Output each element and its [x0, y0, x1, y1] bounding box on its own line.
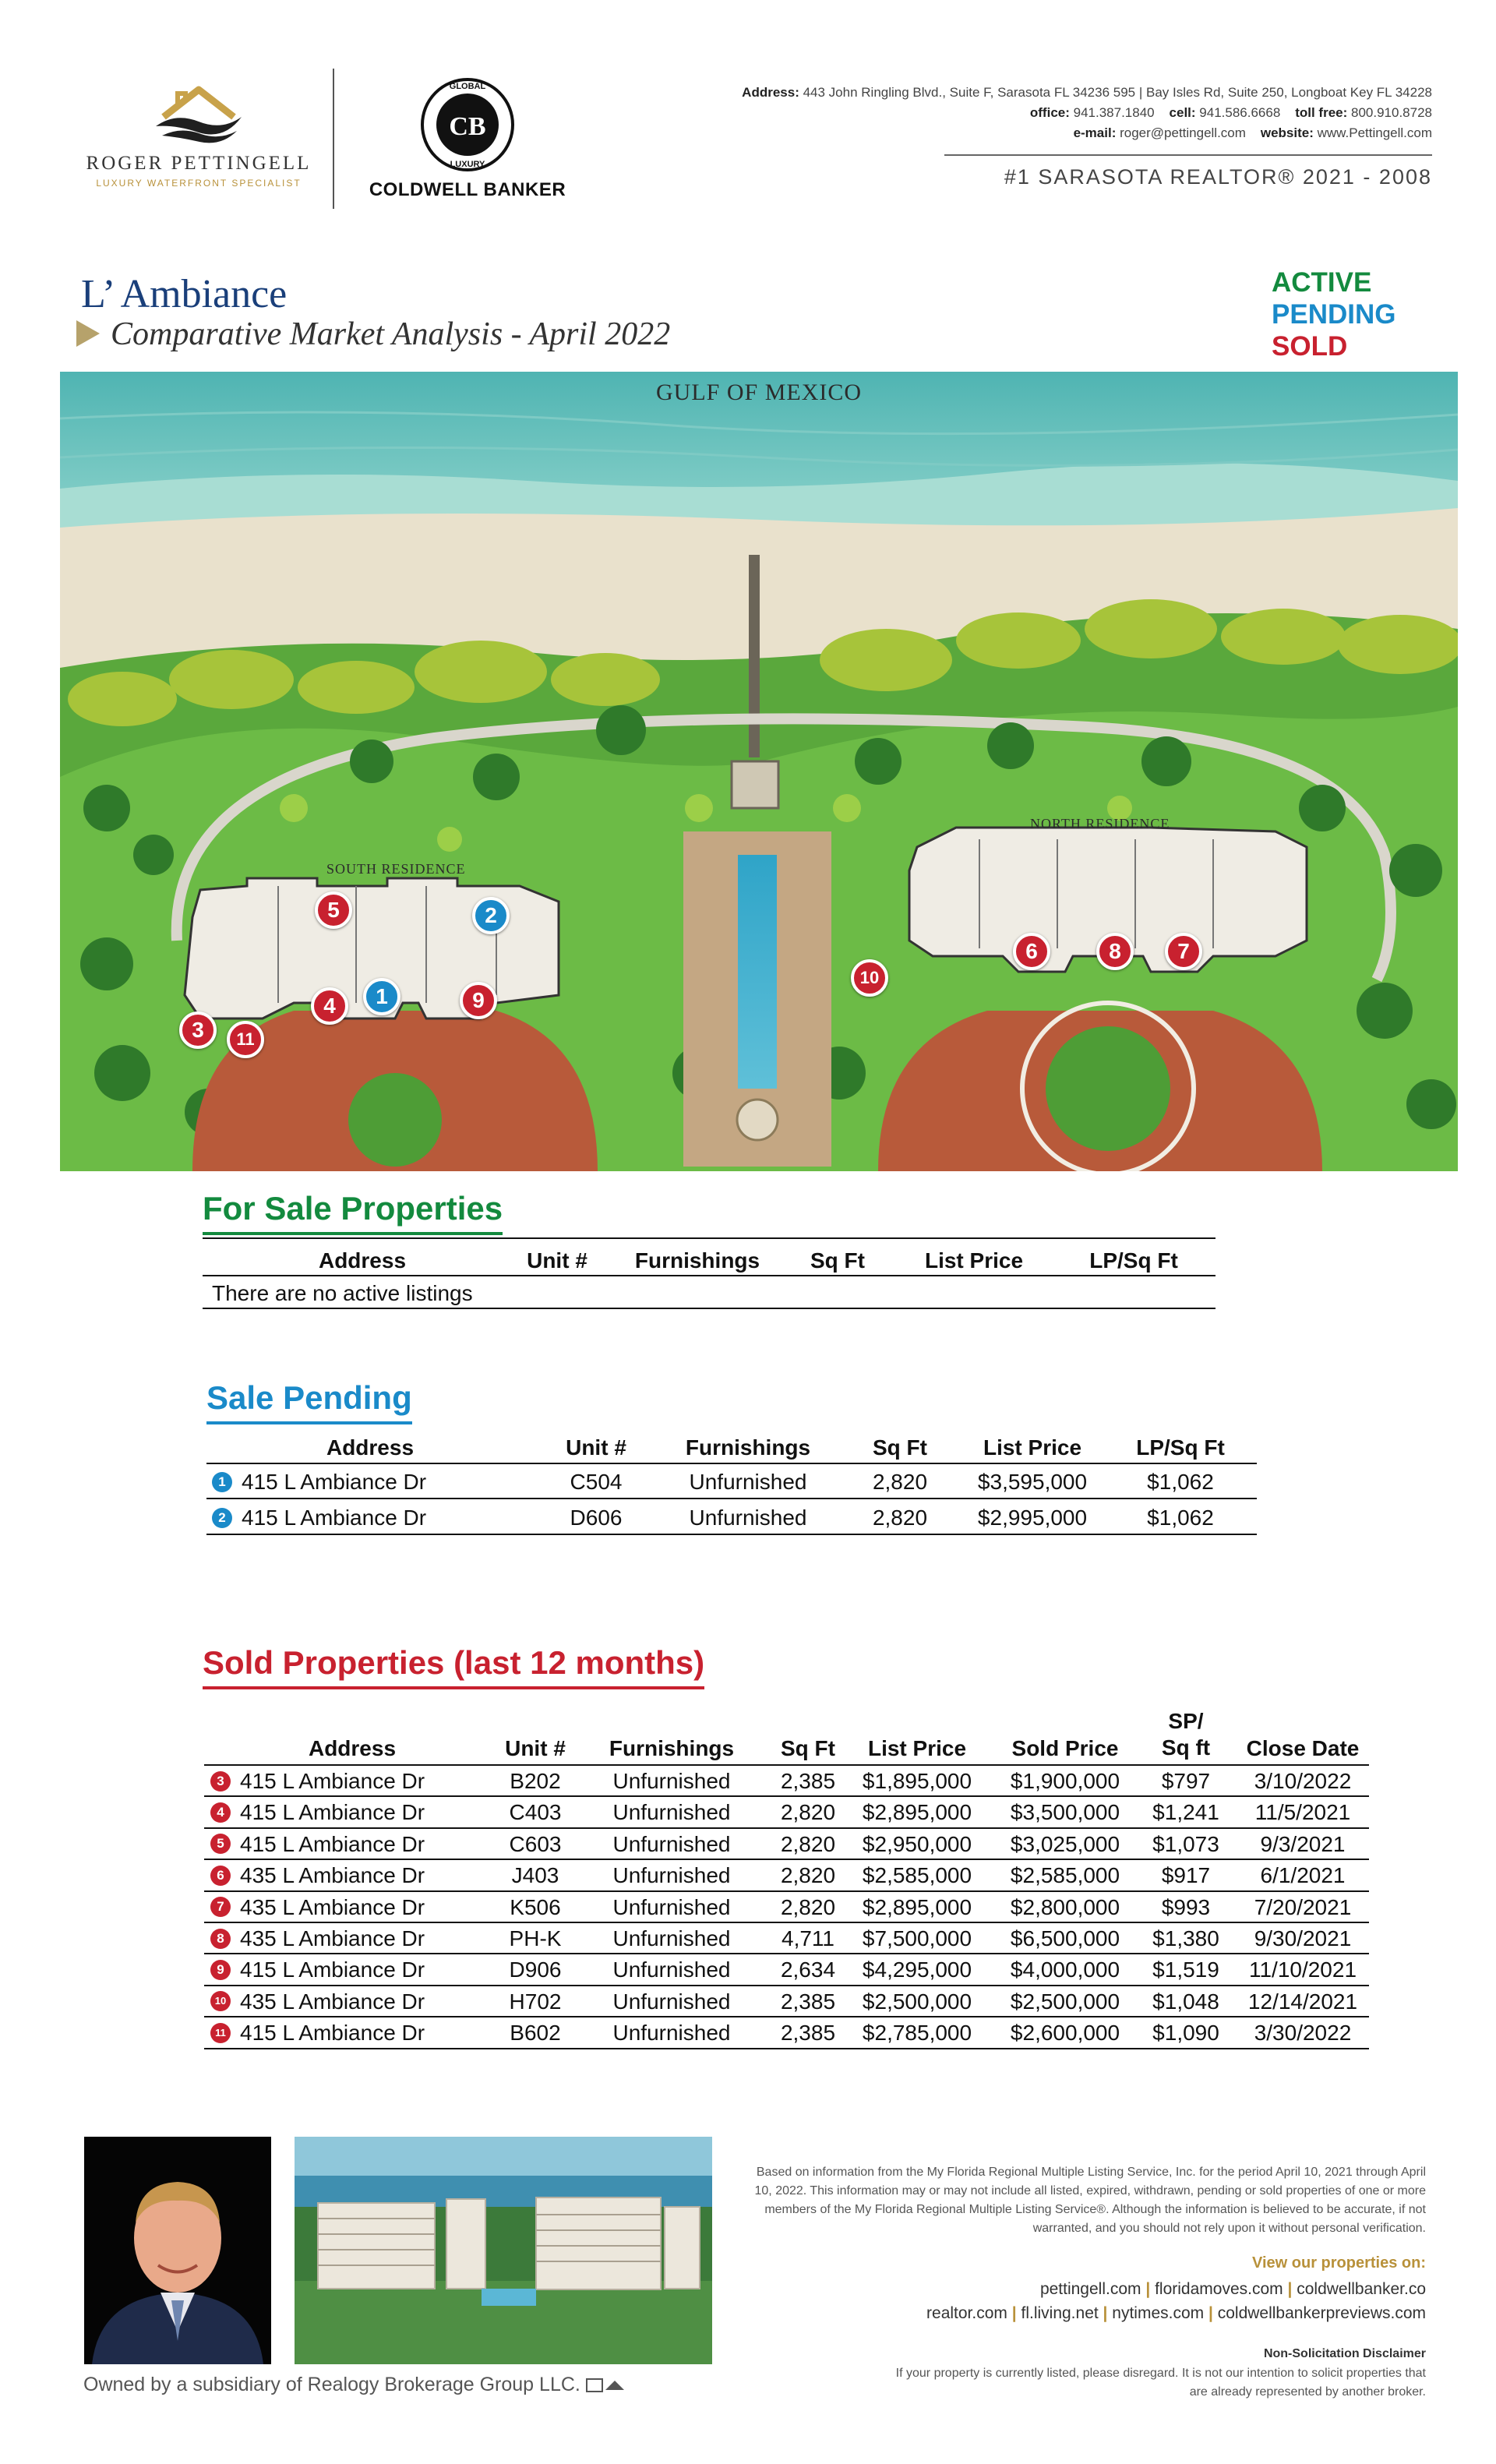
col-furnishings: Furnishings: [634, 1248, 760, 1273]
site-plan-illustration: [60, 372, 1458, 1171]
pending-bottom-rule: [206, 1534, 1257, 1535]
col-sp-sqft-line1: SP/: [1168, 1709, 1204, 1733]
phone-line: [653, 103, 1432, 123]
link-pettingell[interactable]: pettingell.com: [1039, 2280, 1141, 2298]
link-separator: |: [1287, 2280, 1293, 2298]
website-label: website:: [1260, 125, 1314, 140]
row-sqft: 2,385: [780, 1989, 836, 2014]
row-number-badge: 6: [210, 1866, 231, 1886]
col-lp-sqft: LP/Sq Ft: [1136, 1435, 1225, 1460]
brokerage-name: COLDWELL BANKER: [369, 179, 566, 200]
map-marker-4[interactable]: 4: [311, 987, 348, 1025]
nonsolicitation-heading: Non-Solicitation Disclaimer: [1263, 2347, 1426, 2360]
row-list-price: $2,585,000: [862, 1863, 972, 1888]
row-furnishings: Unfurnished: [612, 1957, 731, 1982]
row-sold-price: $2,800,000: [1010, 1894, 1120, 1919]
row-sp-sqft: $1,241: [1152, 1800, 1219, 1825]
status-legend: [1272, 267, 1395, 362]
row-address: 415 L Ambiance Dr: [240, 1957, 425, 1982]
badge-bottom-text: LUXURY: [450, 160, 485, 169]
row-address: 435 L Ambiance Dr: [240, 1989, 425, 2014]
table-row: [204, 1988, 1373, 2014]
row-address: 435 L Ambiance Dr: [240, 1926, 425, 1950]
row-number-badge: 4: [210, 1802, 231, 1823]
equal-housing-icon: [586, 2378, 603, 2392]
row-lp-sqft: $1,062: [1147, 1470, 1214, 1494]
link-separator: |: [1145, 2280, 1151, 2298]
site-map: [60, 372, 1458, 1171]
ranking-text: #1 SARASOTA REALTOR® 2021 - 2008: [1004, 165, 1432, 189]
row-sqft: 2,820: [780, 1863, 836, 1888]
sold-heading: [203, 1644, 704, 1689]
map-marker-3[interactable]: 3: [179, 1011, 217, 1049]
col-unit: Unit #: [527, 1248, 587, 1273]
agent-logo: [70, 70, 327, 210]
row-close-date: 12/14/2021: [1247, 1989, 1358, 2014]
row-furnishings: Unfurnished: [612, 1831, 731, 1856]
row-close-date: 7/20/2021: [1254, 1894, 1352, 1919]
row-sold-price: $1,900,000: [1010, 1769, 1120, 1793]
row-address: 415 L Ambiance Dr: [242, 1506, 427, 1530]
row-sp-sqft: $1,519: [1152, 1957, 1219, 1982]
row-sqft: 4,711: [782, 1926, 834, 1950]
agent-logo-tagline: LUXURY WATERFRONT SPECIALIST: [96, 178, 302, 189]
row-number-badge: 9: [210, 1960, 231, 1980]
row-address-cell: [204, 1769, 500, 1794]
row-address-cell: [204, 1989, 500, 2014]
link-flliving[interactable]: fl.living.net: [1021, 2304, 1099, 2322]
cell-phone[interactable]: 941.586.6668: [1199, 105, 1281, 120]
row-sqft: 2,385: [780, 1769, 836, 1793]
building-aerial-icon: [295, 2137, 712, 2364]
row-list-price: $2,995,000: [977, 1506, 1088, 1530]
row-furnishings: Unfurnished: [612, 1926, 731, 1950]
office-label: office:: [1029, 105, 1070, 120]
col-list-price: List Price: [867, 1736, 967, 1760]
col-list-price: List Price: [924, 1248, 1024, 1273]
table-row: [204, 1894, 1373, 1920]
legend-sold: SOLD: [1272, 331, 1348, 362]
page-title: L’ Ambiance: [81, 272, 288, 316]
row-furnishings: Unfurnished: [689, 1470, 807, 1494]
row-address: 415 L Ambiance Dr: [240, 1800, 425, 1825]
table-row: [204, 1925, 1373, 1951]
sold-row-rule: [204, 1985, 1369, 1986]
page-subtitle: [76, 316, 670, 353]
row-address-cell: [204, 1863, 500, 1888]
sold-underline: [203, 1686, 704, 1689]
contact-divider: [944, 154, 1432, 156]
row-address: 415 L Ambiance Dr: [240, 1769, 425, 1793]
link-separator: |: [1011, 2304, 1017, 2322]
row-sp-sqft: $1,073: [1152, 1831, 1219, 1856]
subtitle-text: Comparative Market Analysis - April 2022: [111, 316, 671, 352]
row-unit: C504: [570, 1470, 623, 1494]
cell-label: cell:: [1169, 105, 1196, 120]
for-sale-underline: [203, 1232, 503, 1235]
link-nytimes[interactable]: nytimes.com: [1112, 2304, 1205, 2322]
south-residence-label: SOUTH RESIDENCE: [326, 861, 466, 877]
row-list-price: $2,895,000: [862, 1800, 972, 1825]
table-row: [206, 1504, 1258, 1530]
row-list-price: $2,785,000: [862, 2021, 972, 2046]
col-close-date: Close Date: [1246, 1736, 1360, 1760]
gulf-label: GULF OF MEXICO: [656, 379, 863, 405]
links-row-1: [926, 2277, 1426, 2301]
row-sp-sqft: $1,380: [1152, 1926, 1219, 1950]
row-sqft: 2,385: [780, 2021, 836, 2046]
map-marker-7[interactable]: 7: [1165, 933, 1202, 970]
row-close-date: 9/3/2021: [1260, 1831, 1346, 1856]
row-unit: B202: [510, 1769, 561, 1793]
tollfree-label: toll free:: [1295, 105, 1348, 120]
map-marker-2[interactable]: 2: [472, 897, 510, 934]
address-line: [653, 83, 1432, 103]
row-unit: J403: [511, 1863, 559, 1888]
map-marker-6[interactable]: 6: [1013, 933, 1050, 970]
pending-heading: [206, 1379, 412, 1424]
col-sold-price: Sold Price: [1011, 1736, 1119, 1760]
row-sqft: 2,820: [780, 1894, 836, 1919]
col-unit: Unit #: [505, 1736, 566, 1760]
row-number-badge: 5: [210, 1834, 231, 1854]
row-sqft: 2,820: [780, 1831, 836, 1856]
row-list-price: $2,895,000: [862, 1894, 972, 1919]
row-sqft: 2,820: [872, 1470, 928, 1494]
col-sp-sqft: [1139, 1708, 1233, 1761]
row-number-badge: 7: [210, 1897, 231, 1917]
for-sale-header-rule: [203, 1275, 1216, 1276]
row-address: 415 L Ambiance Dr: [240, 1831, 425, 1856]
table-row: [204, 1767, 1373, 1794]
pending-row-rule: [206, 1498, 1257, 1499]
row-sold-price: $3,025,000: [1010, 1831, 1120, 1856]
row-number-badge: 10: [210, 1991, 231, 2011]
nonsolicitation-text: If your property is currently listed, please disregard. It is not our intention to solicit properties that are already represented by another broker.: [895, 2367, 1426, 2399]
map-marker-5[interactable]: 5: [315, 891, 352, 929]
agent-logo-name: ROGER PETTINGELL: [86, 153, 312, 174]
link-realtor[interactable]: realtor.com: [926, 2304, 1007, 2322]
row-close-date: 11/10/2021: [1248, 1957, 1357, 1982]
col-sp-sqft-line2: Sq ft: [1161, 1735, 1211, 1760]
map-marker-8[interactable]: 8: [1096, 933, 1134, 970]
badge-mark-text: CB: [449, 112, 486, 141]
badge-top-text: GLOBAL: [449, 82, 486, 91]
house-wave-logo-icon: [140, 70, 257, 148]
link-cbpreviews[interactable]: coldwellbankerpreviews.com: [1217, 2304, 1426, 2322]
col-address: Address: [318, 1248, 407, 1273]
sold-row-rule: [204, 1795, 1369, 1797]
agent-portrait-icon: [84, 2137, 271, 2364]
row-close-date: 3/10/2022: [1254, 1769, 1352, 1793]
row-list-price: $7,500,000: [862, 1926, 972, 1950]
table-row: [204, 1799, 1373, 1825]
row-number-badge: 2: [212, 1508, 232, 1528]
row-close-date: 9/30/2021: [1254, 1926, 1352, 1950]
table-row: [206, 1468, 1258, 1495]
tollfree-phone[interactable]: 800.910.8728: [1351, 105, 1432, 120]
legend-active: ACTIVE: [1272, 267, 1372, 298]
table-row: [204, 1956, 1373, 1982]
owned-by-label: Owned by a subsidiary of Realogy Brokerage Group LLC.: [83, 2374, 580, 2395]
pending-underline: [206, 1421, 412, 1424]
row-list-price: $2,500,000: [862, 1989, 972, 2014]
row-sqft: 2,634: [780, 1957, 836, 1982]
row-sp-sqft: $1,048: [1152, 1989, 1219, 2014]
row-furnishings: Unfurnished: [612, 1769, 731, 1793]
sold-row-rule: [204, 1922, 1369, 1923]
sold-row-rule: [204, 1953, 1369, 1954]
logo-divider: [333, 69, 334, 209]
email-link[interactable]: roger@pettingell.com: [1120, 125, 1246, 140]
row-sp-sqft: $1,090: [1152, 2021, 1219, 2046]
row-address: 435 L Ambiance Dr: [240, 1863, 425, 1888]
table-row: [204, 1830, 1373, 1857]
row-furnishings: Unfurnished: [612, 2021, 731, 2046]
row-sold-price: $2,585,000: [1010, 1863, 1120, 1888]
col-lp-sqft: LP/Sq Ft: [1089, 1248, 1178, 1273]
no-listings-text: There are no active listings: [212, 1281, 473, 1305]
row-sold-price: $6,500,000: [1010, 1926, 1120, 1950]
row-furnishings: Unfurnished: [612, 1894, 731, 1919]
legend-pending: PENDING: [1272, 299, 1396, 330]
row-sp-sqft: $917: [1161, 1863, 1211, 1888]
email-label: e-mail:: [1073, 125, 1117, 140]
row-sold-price: $3,500,000: [1010, 1800, 1120, 1825]
row-address: 415 L Ambiance Dr: [240, 2021, 425, 2046]
property-links: [926, 2277, 1426, 2325]
realtor-mark-icon: [605, 2381, 624, 2390]
row-list-price: $3,595,000: [977, 1470, 1088, 1494]
row-unit: B602: [510, 2021, 561, 2046]
sold-row-rule: [204, 1827, 1369, 1829]
row-list-price: $4,295,000: [862, 1957, 972, 1982]
row-furnishings: Unfurnished: [612, 1863, 731, 1888]
sold-row-rule: [204, 2016, 1369, 2017]
row-sp-sqft: $797: [1161, 1769, 1211, 1793]
col-furnishings: Furnishings: [609, 1736, 735, 1760]
row-list-price: $1,895,000: [862, 1769, 972, 1793]
row-unit: H702: [509, 1989, 562, 2014]
for-sale-heading-text: For Sale Properties: [203, 1190, 503, 1227]
sold-row-rule: [204, 2048, 1369, 2049]
row-number-badge: 3: [210, 1771, 231, 1792]
row-furnishings: Unfurnished: [612, 1800, 731, 1825]
row-address-cell: [204, 1926, 500, 1951]
for-sale-heading: [203, 1190, 503, 1235]
row-number-badge: 11: [210, 2023, 231, 2043]
mls-disclaimer: Based on information from the My Florida Regional Multiple Listing Service, Inc. for the period April 10, 2021 through April 10, 2022. This information may or may not include all listed, expired, withdrawn, pending or sold properties of one or more members of the My Florida Regional Multiple Listing Service®. Although the information is believed to be accurate, if not warranted, and you should not rely upon it without personal verification.: [754, 2166, 1426, 2235]
col-sqft: Sq Ft: [873, 1435, 927, 1460]
row-close-date: 6/1/2021: [1260, 1863, 1346, 1888]
brokerage-logo: [355, 76, 580, 209]
col-address: Address: [308, 1736, 397, 1760]
link-coldwellbanker[interactable]: coldwellbanker.co: [1297, 2280, 1426, 2298]
row-close-date: 11/5/2021: [1254, 1800, 1351, 1825]
for-sale-header-row: [203, 1245, 1192, 1273]
col-furnishings: Furnishings: [685, 1435, 811, 1460]
table-row: [204, 2019, 1373, 2046]
view-properties-heading: View our properties on:: [1252, 2254, 1426, 2272]
global-luxury-badge-icon: [419, 76, 516, 173]
row-lp-sqft: $1,062: [1147, 1506, 1214, 1530]
col-address: Address: [326, 1435, 415, 1460]
web-line: [653, 123, 1432, 143]
col-sqft: Sq Ft: [810, 1248, 865, 1273]
row-unit: C403: [509, 1800, 562, 1825]
row-address-cell: [204, 2021, 500, 2046]
for-sale-empty-row: [212, 1280, 473, 1306]
row-unit: D606: [570, 1506, 623, 1530]
row-sqft: 2,820: [780, 1800, 836, 1825]
sold-header-rule: [204, 1764, 1369, 1766]
sold-header-row: [204, 1708, 1373, 1761]
row-unit: PH-K: [509, 1926, 562, 1950]
contact-block: [653, 83, 1432, 143]
triangle-bullet-icon: [76, 320, 100, 347]
row-sqft: 2,820: [872, 1506, 928, 1530]
owned-by-text: [83, 2374, 624, 2396]
table-row: [204, 1862, 1373, 1888]
row-unit: K506: [510, 1894, 561, 1919]
row-number-badge: 1: [212, 1472, 232, 1492]
row-address-cell: [204, 1832, 500, 1857]
row-sold-price: $2,600,000: [1010, 2021, 1120, 2046]
pending-heading-text: Sale Pending: [206, 1379, 412, 1416]
address-text: 443 John Ringling Blvd., Suite F, Sarasota FL 34236 595 | Bay Isles Rd, Suite 250, Longboat Key FL 34228: [803, 85, 1432, 100]
for-sale-bottom-rule: [203, 1308, 1216, 1309]
link-separator: |: [1208, 2304, 1213, 2322]
link-floridamoves[interactable]: floridamoves.com: [1155, 2280, 1283, 2298]
row-number-badge: 8: [210, 1929, 231, 1949]
links-row-2: [926, 2301, 1426, 2325]
office-phone[interactable]: 941.387.1840: [1073, 105, 1155, 120]
col-unit: Unit #: [566, 1435, 626, 1460]
row-close-date: 3/30/2022: [1254, 2021, 1352, 2046]
col-sqft: Sq Ft: [781, 1736, 835, 1760]
row-furnishings: Unfurnished: [612, 1989, 731, 2014]
row-sp-sqft: $993: [1161, 1894, 1211, 1919]
row-unit: C603: [509, 1831, 562, 1856]
pending-header-row: [206, 1432, 1258, 1460]
row-unit: D906: [509, 1957, 562, 1982]
link-separator: |: [1103, 2304, 1108, 2322]
row-furnishings: Unfurnished: [689, 1506, 807, 1530]
agent-photo: [84, 2137, 271, 2364]
for-sale-top-rule: [203, 1237, 1216, 1239]
address-label: Address:: [742, 85, 799, 100]
sold-heading-text: Sold Properties (last 12 months): [203, 1644, 705, 1681]
sold-row-rule: [204, 1859, 1369, 1860]
building-photo: [295, 2137, 712, 2364]
col-list-price: List Price: [983, 1435, 1082, 1460]
row-sold-price: $2,500,000: [1010, 1989, 1120, 2014]
pending-header-rule: [206, 1463, 1257, 1464]
row-address-cell: [204, 1800, 500, 1825]
row-address-cell: [204, 1895, 500, 1920]
sold-row-rule: [204, 1890, 1369, 1892]
north-residence-label: NORTH RESIDENCE: [1030, 816, 1170, 831]
map-marker-1[interactable]: 1: [363, 978, 400, 1015]
map-marker-11[interactable]: 11: [227, 1021, 264, 1058]
website-link[interactable]: www.Pettingell.com: [1317, 125, 1432, 140]
row-address: 435 L Ambiance Dr: [240, 1894, 425, 1919]
row-address: 415 L Ambiance Dr: [242, 1470, 427, 1494]
map-marker-10[interactable]: 10: [851, 959, 888, 997]
row-address-cell: [204, 1957, 500, 1982]
row-sold-price: $4,000,000: [1010, 1957, 1120, 1982]
row-list-price: $2,950,000: [862, 1831, 972, 1856]
map-marker-9[interactable]: 9: [460, 982, 497, 1019]
